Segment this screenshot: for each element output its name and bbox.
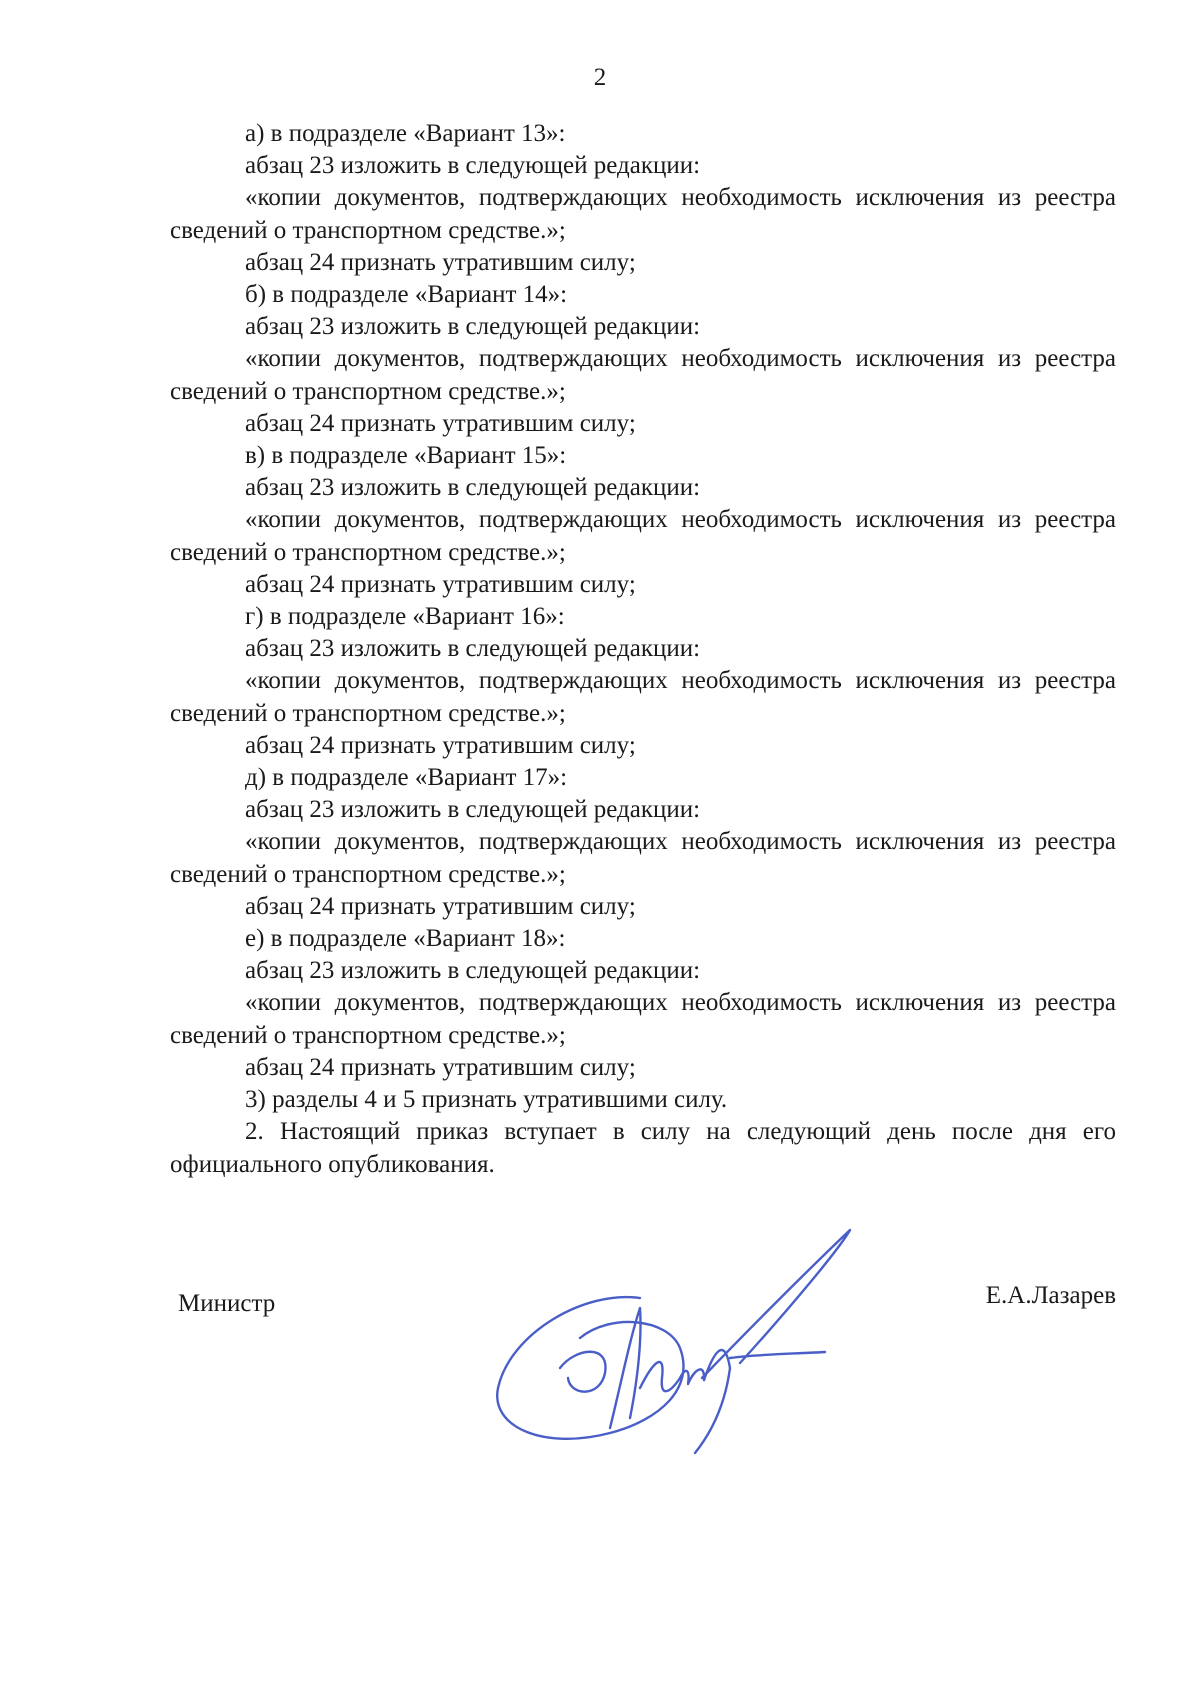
signer-name: Е.А.Лазарев [985, 1282, 1116, 1309]
paragraph: абзац 23 изложить в следующей редакции: [245, 474, 701, 502]
page-number: 2 [593, 64, 607, 91]
paragraph: «копии документов, подтверждающих необходимость исключения из реестра сведений о транспортном средстве.»; [170, 345, 1116, 405]
handwritten-signature [490, 1228, 930, 1468]
position-title: Министр [178, 1290, 276, 1317]
paragraph: абзац 23 изложить в следующей редакции: [245, 313, 701, 341]
paragraph: д) в подразделе «Вариант 17»: [245, 764, 568, 792]
paragraph: абзац 24 признать утратившим силу; [245, 570, 636, 598]
paragraph: 3) разделы 4 и 5 признать утратившими силу. [245, 1086, 728, 1114]
paragraph: абзац 24 признать утратившим силу; [245, 731, 636, 759]
paragraph: «копии документов, подтверждающих необходимость исключения из реестра сведений о транспортном средстве.»; [170, 506, 1116, 566]
paragraph: абзац 23 изложить в следующей редакции: [245, 796, 701, 824]
paragraph: «копии документов, подтверждающих необходимость исключения из реестра сведений о транспортном средстве.»; [170, 828, 1116, 888]
paragraph: в) в подразделе «Вариант 15»: [245, 442, 567, 470]
paragraph: е) в подразделе «Вариант 18»: [245, 925, 566, 953]
paragraph: абзац 23 изложить в следующей редакции: [245, 635, 701, 663]
paragraph: «копии документов, подтверждающих необходимость исключения из реестра сведений о транспортном средстве.»; [170, 667, 1116, 727]
paragraph: г) в подразделе «Вариант 16»: [245, 603, 565, 631]
paragraph: «копии документов, подтверждающих необходимость исключения из реестра сведений о транспортном средстве.»; [170, 184, 1116, 244]
paragraph: а) в подразделе «Вариант 13»: [245, 120, 566, 147]
paragraph: абзац 24 признать утратившим силу; [245, 248, 636, 276]
paragraph: б) в подразделе «Вариант 14»: [245, 281, 568, 309]
paragraph: абзац 24 признать утратившим силу; [245, 1053, 636, 1081]
paragraph: 2. Настоящий приказ вступает в силу на следующий день после дня его официального опубликования. [170, 1118, 1116, 1178]
paragraph: абзац 23 изложить в следующей редакции: [245, 957, 701, 985]
paragraph: абзац 23 изложить в следующей редакции: [245, 152, 701, 180]
paragraph: «копии документов, подтверждающих необходимость исключения из реестра сведений о транспортном средстве.»; [170, 989, 1116, 1049]
paragraph: абзац 24 признать утратившим силу; [245, 409, 636, 437]
paragraph: абзац 24 признать утратившим силу; [245, 892, 636, 920]
document-body [170, 118, 1116, 1181]
